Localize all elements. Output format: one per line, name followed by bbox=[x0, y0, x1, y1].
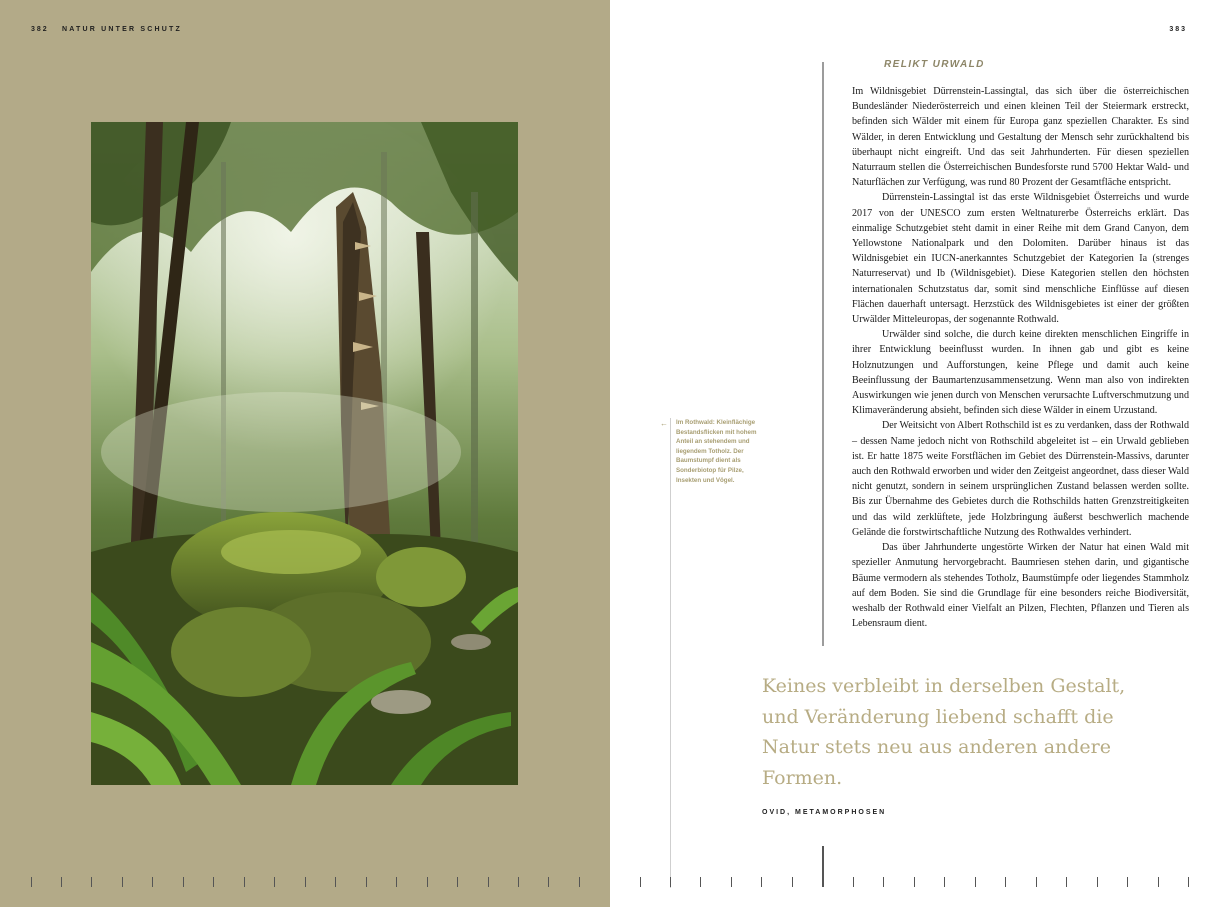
ruler-tick bbox=[122, 877, 123, 887]
ruler-tick bbox=[274, 877, 275, 887]
forest-photo-illustration bbox=[91, 122, 518, 785]
ruler-tick bbox=[640, 877, 641, 887]
ruler-tick bbox=[61, 877, 62, 887]
ruler-tick bbox=[792, 877, 793, 887]
page-number-left: 382 bbox=[31, 26, 49, 33]
ruler-tick bbox=[91, 877, 92, 887]
ruler-tick bbox=[1005, 877, 1006, 887]
ruler-tick bbox=[579, 877, 580, 887]
ruler-tick bbox=[1127, 877, 1128, 887]
page-number-right: 383 bbox=[1169, 26, 1187, 33]
paragraph: Urwälder sind solche, die durch keine direkten menschlichen Eingriffe in ihrer Entwicklung beeinflusst wurden. In ihnen gab und gibt es keine Holznutzungen und Aufforstungen, keine Pflege und damit auch keine Beeinflussung der Baumartenzusammensetzung. Wenn man also von indirekten Auswirkungen wie jenen durch von Menschen verursachte Luftverschmutzung und Klimaveränderung absieht, befinden sich diese Wälder in einem Urzustand. bbox=[852, 329, 1189, 417]
ruler-tick bbox=[366, 877, 367, 887]
forest-photo bbox=[91, 122, 518, 785]
paragraph: Der Weitsicht von Albert Rothschild ist es zu verdanken, dass der Rothwald – dessen Name jedoch nicht von Rothschild abgeleitet ist – ein Urwald geblieben ist. Er hatte 1875 weite Forstflächen im Gebiet des Dürrenstein-Massivs, darunter auch den Rothwald erworben und wider den Zeitgeist angeordnet, dass dieser Wald nicht genutzt, sondern in seinem ursprünglichen Zustand belassen werden sollte. Bis zur Übernahme des Gebietes durch die Rothschilds hatten Grenzstreitigkeiten und das wild zerklüftete, jede Holzbringung äußerst beschwerlich machende Gelände die forstwirtschaftliche Nutzung des Rothwaldes verhindert. bbox=[852, 420, 1189, 538]
ruler-tick bbox=[427, 877, 428, 887]
ruler-tick bbox=[700, 877, 701, 887]
ruler-tick bbox=[396, 877, 397, 887]
ruler-tick bbox=[883, 877, 884, 887]
article-body bbox=[852, 84, 1189, 631]
ruler-tick-major bbox=[822, 846, 824, 887]
paragraph: Dürrenstein-Lassingtal ist das erste Wildnisgebiet Österreichs und wurde 2017 von der UNESCO zum ersten Weltnaturerbe Österreichs erklärt. Das einmalige Schutzgebiet steht damit in einer Reihe mit dem Grand Canyon, dem Yellowstone Nationalpark und den Dolomiten. Darüber hinaus ist das Wildnisgebiet ein IUCN-anerkanntes Schutzgebiet der Kategorien Ia (strenges Naturreservat) und Ib (Wildnisgebiet). Diese Kategorien stellen den höchsten internationalen Schutzstatus dar, somit sind menschliche Einflüsse auf diesen Flächen dauerhaft untersagt. Herzstück des Wildnisgebietes ist einer der größten Urwälder Mitteleuropas, der sogenannte Rothwald. bbox=[852, 192, 1189, 326]
ruler-tick bbox=[731, 877, 732, 887]
ruler-tick bbox=[244, 877, 245, 887]
ruler-tick bbox=[1188, 877, 1189, 887]
ruler-tick bbox=[670, 877, 671, 887]
paragraph: Im Wildnisgebiet Dürrenstein-Lassingtal, das sich über die österreichischen Bundesländer Niederösterreich und einen kleinen Teil der Steiermark erstreckt, befinden sich Wälder mit einem für Europa ganz speziellen Charakter. Es sind Wälder, in deren Entwicklung und Gestaltung der Mensch sehr zurückhaltend bis überhaupt nicht eingreift. Und das seit Jahrhunderten. Für diesen speziellen Naturraum stellen die Österreichischen Bundesforste rund 5700 Hektar Wald- und Naturflächen zur Verfügung, was rund 80 Prozent der Gesamtfläche entspricht. bbox=[852, 86, 1189, 189]
ruler-tick bbox=[1066, 877, 1067, 887]
ruler-tick bbox=[853, 877, 854, 887]
arrow-left-icon: ← bbox=[660, 419, 668, 428]
ruler-tick bbox=[1036, 877, 1037, 887]
ruler-tick bbox=[1158, 877, 1159, 887]
ruler-tick bbox=[335, 877, 336, 887]
ruler-tick bbox=[944, 877, 945, 887]
photo-caption: Im Rothwald: Kleinflächige Bestandsflicken mit hohem Anteil an stehendem und liegendem Totholz. Der Baumstumpf dient als Sonderbiotop für Pilze, Insekten und Vögel. bbox=[676, 419, 757, 484]
section-title: RELIKT URWALD bbox=[884, 59, 985, 70]
ruler-tick bbox=[488, 877, 489, 887]
ruler-tick bbox=[213, 877, 214, 887]
ruler-tick bbox=[518, 877, 519, 887]
ruler-tick bbox=[183, 877, 184, 887]
running-title: NATUR UNTER SCHUTZ bbox=[62, 26, 182, 33]
ruler-tick bbox=[761, 877, 762, 887]
vertical-rule-text bbox=[822, 62, 824, 646]
ruler-tick bbox=[548, 877, 549, 887]
paragraph: Das über Jahrhunderte ungestörte Wirken der Natur hat einen Wald mit spezieller Anmutung hervorgebracht. Baumriesen stehen darin, und gigantische Bäume vermodern als stehendes Totholz, Baumstümpfe oder liegendes Stammholz auf dem Boden. Sie sind die Grundlage für eine besonders reiche Biodiversität, weshalb der Rothwald einer Vielfalt an Pilzen, Flechten, Pflanzen und Tieren als Lebensraum dient. bbox=[852, 542, 1189, 630]
ruler-tick bbox=[457, 877, 458, 887]
quote-source: OVID, METAMORPHOSEN bbox=[762, 809, 887, 816]
pull-quote: Keines verbleibt in derselben Gestalt, und Veränderung liebend schafft die Natur stets neu aus anderen andere Formen. bbox=[762, 675, 1126, 789]
ruler-tick bbox=[305, 877, 306, 887]
ruler-tick bbox=[152, 877, 153, 887]
ruler-tick bbox=[914, 877, 915, 887]
ruler-tick bbox=[1097, 877, 1098, 887]
ruler-tick bbox=[975, 877, 976, 887]
ruler-tick bbox=[31, 877, 32, 887]
vertical-rule-caption bbox=[670, 418, 671, 888]
